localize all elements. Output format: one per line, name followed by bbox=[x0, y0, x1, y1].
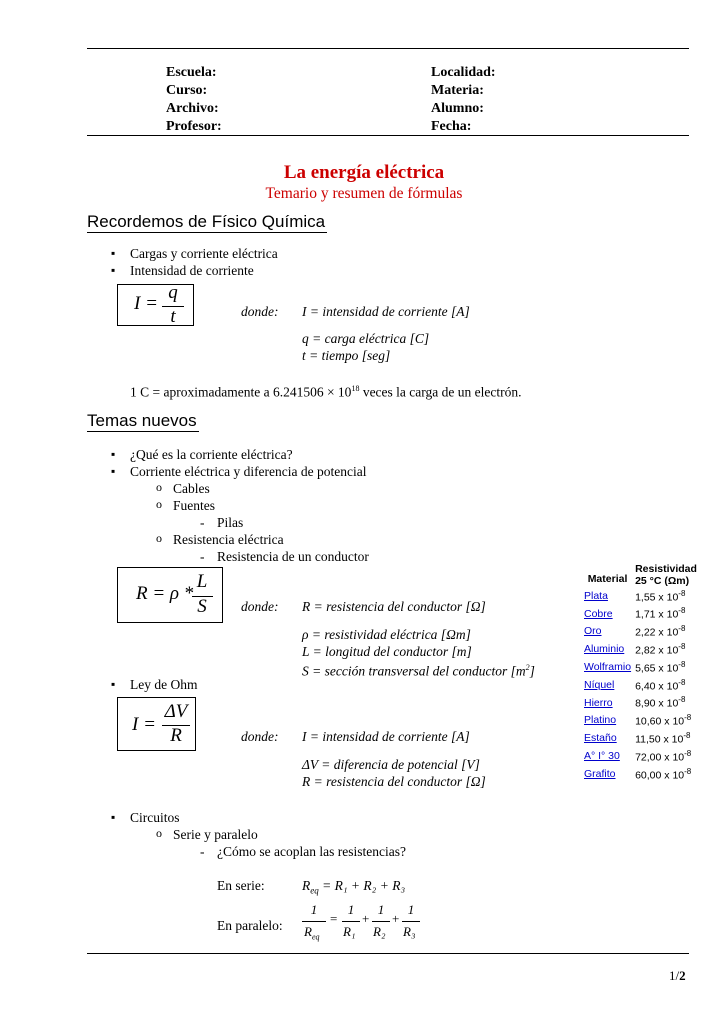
material-link[interactable]: Hierro bbox=[584, 696, 613, 709]
resistivity-exponent: -8 bbox=[678, 695, 686, 705]
bullet-corriente-diferencia: ▪ Corriente eléctrica y diferencia de potencial bbox=[130, 463, 367, 480]
serie-R: R bbox=[302, 878, 311, 893]
def-S-exponent: 2 bbox=[525, 663, 530, 672]
sub-serie-paralelo: o Serie y paralelo bbox=[173, 826, 258, 843]
table-row bbox=[582, 605, 699, 623]
def-q: q = carga eléctrica [C] bbox=[302, 331, 430, 346]
par-bar-2 bbox=[372, 921, 390, 922]
resistivity-exponent: -8 bbox=[678, 606, 686, 616]
material-link[interactable]: Estaño bbox=[584, 732, 617, 745]
sub-resistencia-conductor: - Resistencia de un conductor bbox=[217, 548, 369, 565]
par-num-3: 1 bbox=[407, 902, 415, 917]
material-link[interactable]: Plata bbox=[584, 589, 608, 602]
resistivity-mantissa: 6,40 x 10 bbox=[635, 680, 679, 693]
resistivity-exponent: -8 bbox=[684, 766, 692, 776]
resistivity-exponent: -8 bbox=[683, 731, 691, 741]
material-link[interactable]: Wolframio bbox=[584, 661, 632, 674]
formula-box-ohm bbox=[117, 697, 196, 751]
bullet-que-es: ▪ ¿Qué es la corriente eléctrica? bbox=[130, 446, 293, 463]
def-I: I = intensidad de corriente [A] bbox=[302, 304, 470, 319]
page-subtitle: Temario y resumen de fórmulas bbox=[265, 185, 463, 202]
par-bar-3 bbox=[402, 921, 420, 922]
bullet-cargas: ▪ Cargas y corriente eléctrica bbox=[130, 245, 278, 262]
def-S-close: ] bbox=[529, 663, 535, 679]
resistivity-exponent: -8 bbox=[678, 659, 686, 669]
table-row bbox=[582, 623, 699, 641]
par-den-0-sub: eq bbox=[311, 932, 320, 942]
resistivity-exponent: -8 bbox=[678, 588, 686, 598]
material-link[interactable]: Grafito bbox=[584, 767, 616, 780]
resistivity-table bbox=[582, 563, 699, 783]
resistivity-value bbox=[633, 640, 699, 658]
formula-box-resistance bbox=[117, 567, 223, 623]
par-bar-0 bbox=[302, 921, 326, 922]
table-row bbox=[582, 587, 699, 605]
page-number bbox=[669, 968, 686, 984]
resistivity-mantissa: 1,71 x 10 bbox=[635, 608, 679, 621]
en-serie-label: En serie: bbox=[217, 878, 265, 893]
material-link[interactable]: Oro bbox=[584, 625, 602, 638]
table-row bbox=[582, 712, 699, 730]
def-S-text: S = sección transversal del conductor [m bbox=[302, 663, 526, 679]
def-rho: ρ = resistividad eléctrica [Ωm] bbox=[302, 627, 471, 642]
formula-R-den: R bbox=[170, 725, 182, 746]
table-header-row bbox=[582, 563, 699, 587]
header-field-curso: Curso: bbox=[166, 83, 208, 98]
resistivity-exponent: -8 bbox=[678, 677, 686, 687]
serie-rest: = R₁ + R₂ + R₃ bbox=[318, 878, 406, 893]
formula-q: q bbox=[168, 282, 178, 303]
def-L: L = longitud del conductor [m] bbox=[302, 644, 472, 659]
coulomb-text-end: veces la carga de un electrón. bbox=[359, 384, 522, 400]
resistivity-value bbox=[633, 587, 699, 605]
header-rule bbox=[87, 135, 689, 136]
table-row bbox=[582, 658, 699, 676]
formula-R-lhs: R = ρ * bbox=[136, 583, 194, 604]
def-S bbox=[302, 659, 535, 680]
table-row bbox=[582, 729, 699, 747]
resistivity-value bbox=[633, 765, 699, 783]
header-field-materia: Materia: bbox=[431, 83, 484, 98]
formula-t: t bbox=[170, 306, 176, 327]
sub-resistencia: o Resistencia eléctrica bbox=[173, 531, 284, 548]
resistivity-exponent: -8 bbox=[684, 748, 692, 758]
par-equals: = bbox=[330, 911, 338, 926]
page-sep: / bbox=[675, 968, 680, 983]
resistivity-mantissa: 10,60 x 10 bbox=[635, 715, 685, 728]
resistivity-mantissa: 2,82 x 10 bbox=[635, 644, 679, 657]
formula-deltaV: ΔV bbox=[164, 701, 188, 722]
par-plus-2: + bbox=[392, 911, 400, 926]
def-I-2: I = intensidad de corriente [A] bbox=[302, 729, 470, 744]
par-den-1: R₁ bbox=[343, 924, 356, 939]
bullet-circuitos: ▪ Circuitos bbox=[130, 809, 180, 826]
footer-rule bbox=[87, 953, 689, 954]
formula-I-lhs: I = bbox=[134, 293, 158, 314]
table-row bbox=[582, 765, 699, 783]
formula-box-intensity bbox=[117, 284, 194, 326]
header-resistividad-line1: Resistividad bbox=[635, 563, 697, 575]
resistivity-mantissa: 60,00 x 10 bbox=[635, 769, 685, 782]
par-plus-1: + bbox=[362, 911, 370, 926]
formula-I-lhs-2: I = bbox=[132, 714, 156, 735]
table-row bbox=[582, 747, 699, 765]
resistivity-exponent: -8 bbox=[678, 642, 686, 652]
header-field-archivo: Archivo: bbox=[166, 101, 219, 116]
par-num-2: 1 bbox=[377, 902, 385, 917]
resistivity-mantissa: 1,55 x 10 bbox=[635, 591, 679, 604]
sub-acoplan: - ¿Cómo se acoplan las resistencias? bbox=[217, 843, 406, 860]
section-heading-recordemos: Recordemos de Físico Química bbox=[87, 212, 326, 231]
header-field-fecha: Fecha: bbox=[431, 119, 472, 134]
resistivity-exponent: -8 bbox=[684, 713, 692, 723]
en-paralelo-label: En paralelo: bbox=[217, 918, 283, 933]
def-R: R = resistencia del conductor [Ω] bbox=[302, 599, 486, 614]
table-row bbox=[582, 640, 699, 658]
material-link[interactable]: Platino bbox=[584, 714, 617, 727]
resistivity-value bbox=[633, 747, 699, 765]
coulomb-exponent: 18 bbox=[351, 384, 360, 393]
resistivity-value bbox=[633, 712, 699, 730]
donde-label-1: donde: bbox=[241, 304, 279, 319]
resistivity-mantissa: 11,50 x 10 bbox=[635, 733, 684, 746]
top-rule bbox=[87, 48, 689, 49]
table-row bbox=[582, 676, 699, 694]
resistivity-mantissa: 72,00 x 10 bbox=[635, 751, 685, 764]
sub-fuentes: o Fuentes bbox=[173, 497, 215, 514]
table-header-material: Material bbox=[587, 573, 628, 585]
resistivity-value bbox=[633, 658, 699, 676]
sub-cables: o Cables bbox=[173, 480, 210, 497]
material-link[interactable]: A° I° 30 bbox=[584, 750, 620, 763]
material-link[interactable]: Cobre bbox=[584, 607, 613, 620]
serie-formula bbox=[302, 877, 405, 900]
formula-L: L bbox=[196, 571, 208, 592]
page-title: La energía eléctrica bbox=[283, 162, 445, 183]
resistivity-value bbox=[633, 623, 699, 641]
coulomb-note bbox=[130, 380, 521, 401]
par-den-2: R₂ bbox=[373, 924, 386, 939]
donde-label-3: donde: bbox=[241, 729, 279, 744]
resistivity-value bbox=[633, 605, 699, 623]
table-row bbox=[582, 694, 699, 712]
resistivity-mantissa: 2,22 x 10 bbox=[635, 626, 679, 639]
bullet-intensidad: ▪ Intensidad de corriente bbox=[130, 262, 254, 279]
header-field-profesor: Profesor: bbox=[166, 119, 222, 134]
section-heading-temas: Temas nuevos bbox=[87, 411, 197, 430]
resistivity-value bbox=[633, 676, 699, 694]
header-field-escuela: Escuela: bbox=[166, 65, 217, 80]
par-num-1: 1 bbox=[347, 902, 355, 917]
def-R-2: R = resistencia del conductor [Ω] bbox=[302, 774, 486, 789]
bullet-ley-ohm: ▪ Ley de Ohm bbox=[130, 676, 197, 693]
page-current: 1 bbox=[669, 968, 676, 983]
par-den-0 bbox=[304, 924, 320, 942]
def-t: t = tiempo [seg] bbox=[302, 348, 391, 363]
header-field-alumno: Alumno: bbox=[431, 101, 484, 116]
par-den-3: R₃ bbox=[403, 924, 416, 939]
header-right-fields bbox=[431, 64, 496, 136]
table-header-resistividad bbox=[633, 563, 699, 587]
material-link[interactable]: Aluminio bbox=[584, 643, 625, 656]
resistivity-mantissa: 5,65 x 10 bbox=[635, 662, 679, 675]
resistivity-value bbox=[633, 694, 699, 712]
par-num-0: 1 bbox=[310, 902, 318, 917]
page-total: 2 bbox=[679, 968, 686, 983]
header-left-fields bbox=[166, 64, 222, 136]
par-bar-1 bbox=[342, 921, 360, 922]
formula-S: S bbox=[197, 596, 207, 617]
material-link[interactable]: Níquel bbox=[584, 678, 615, 691]
header-field-localidad: Localidad: bbox=[431, 65, 496, 80]
resistivity-value bbox=[633, 729, 699, 747]
paralelo-formula bbox=[302, 902, 432, 948]
serie-eq-sub: eq bbox=[310, 885, 319, 896]
resistivity-table-body bbox=[582, 587, 699, 783]
sub-pilas: - Pilas bbox=[217, 514, 243, 531]
resistivity-exponent: -8 bbox=[678, 624, 686, 634]
par-den-0-R: R bbox=[304, 924, 312, 939]
donde-label-2: donde: bbox=[241, 599, 279, 614]
coulomb-text: 1 C = aproximadamente a 6.241506 × 10 bbox=[130, 384, 352, 400]
resistivity-mantissa: 8,90 x 10 bbox=[635, 697, 679, 710]
def-deltaV: ΔV = diferencia de potencial [V] bbox=[302, 757, 480, 772]
header-resistividad-line2: 25 °C (Ωm) bbox=[635, 575, 690, 587]
